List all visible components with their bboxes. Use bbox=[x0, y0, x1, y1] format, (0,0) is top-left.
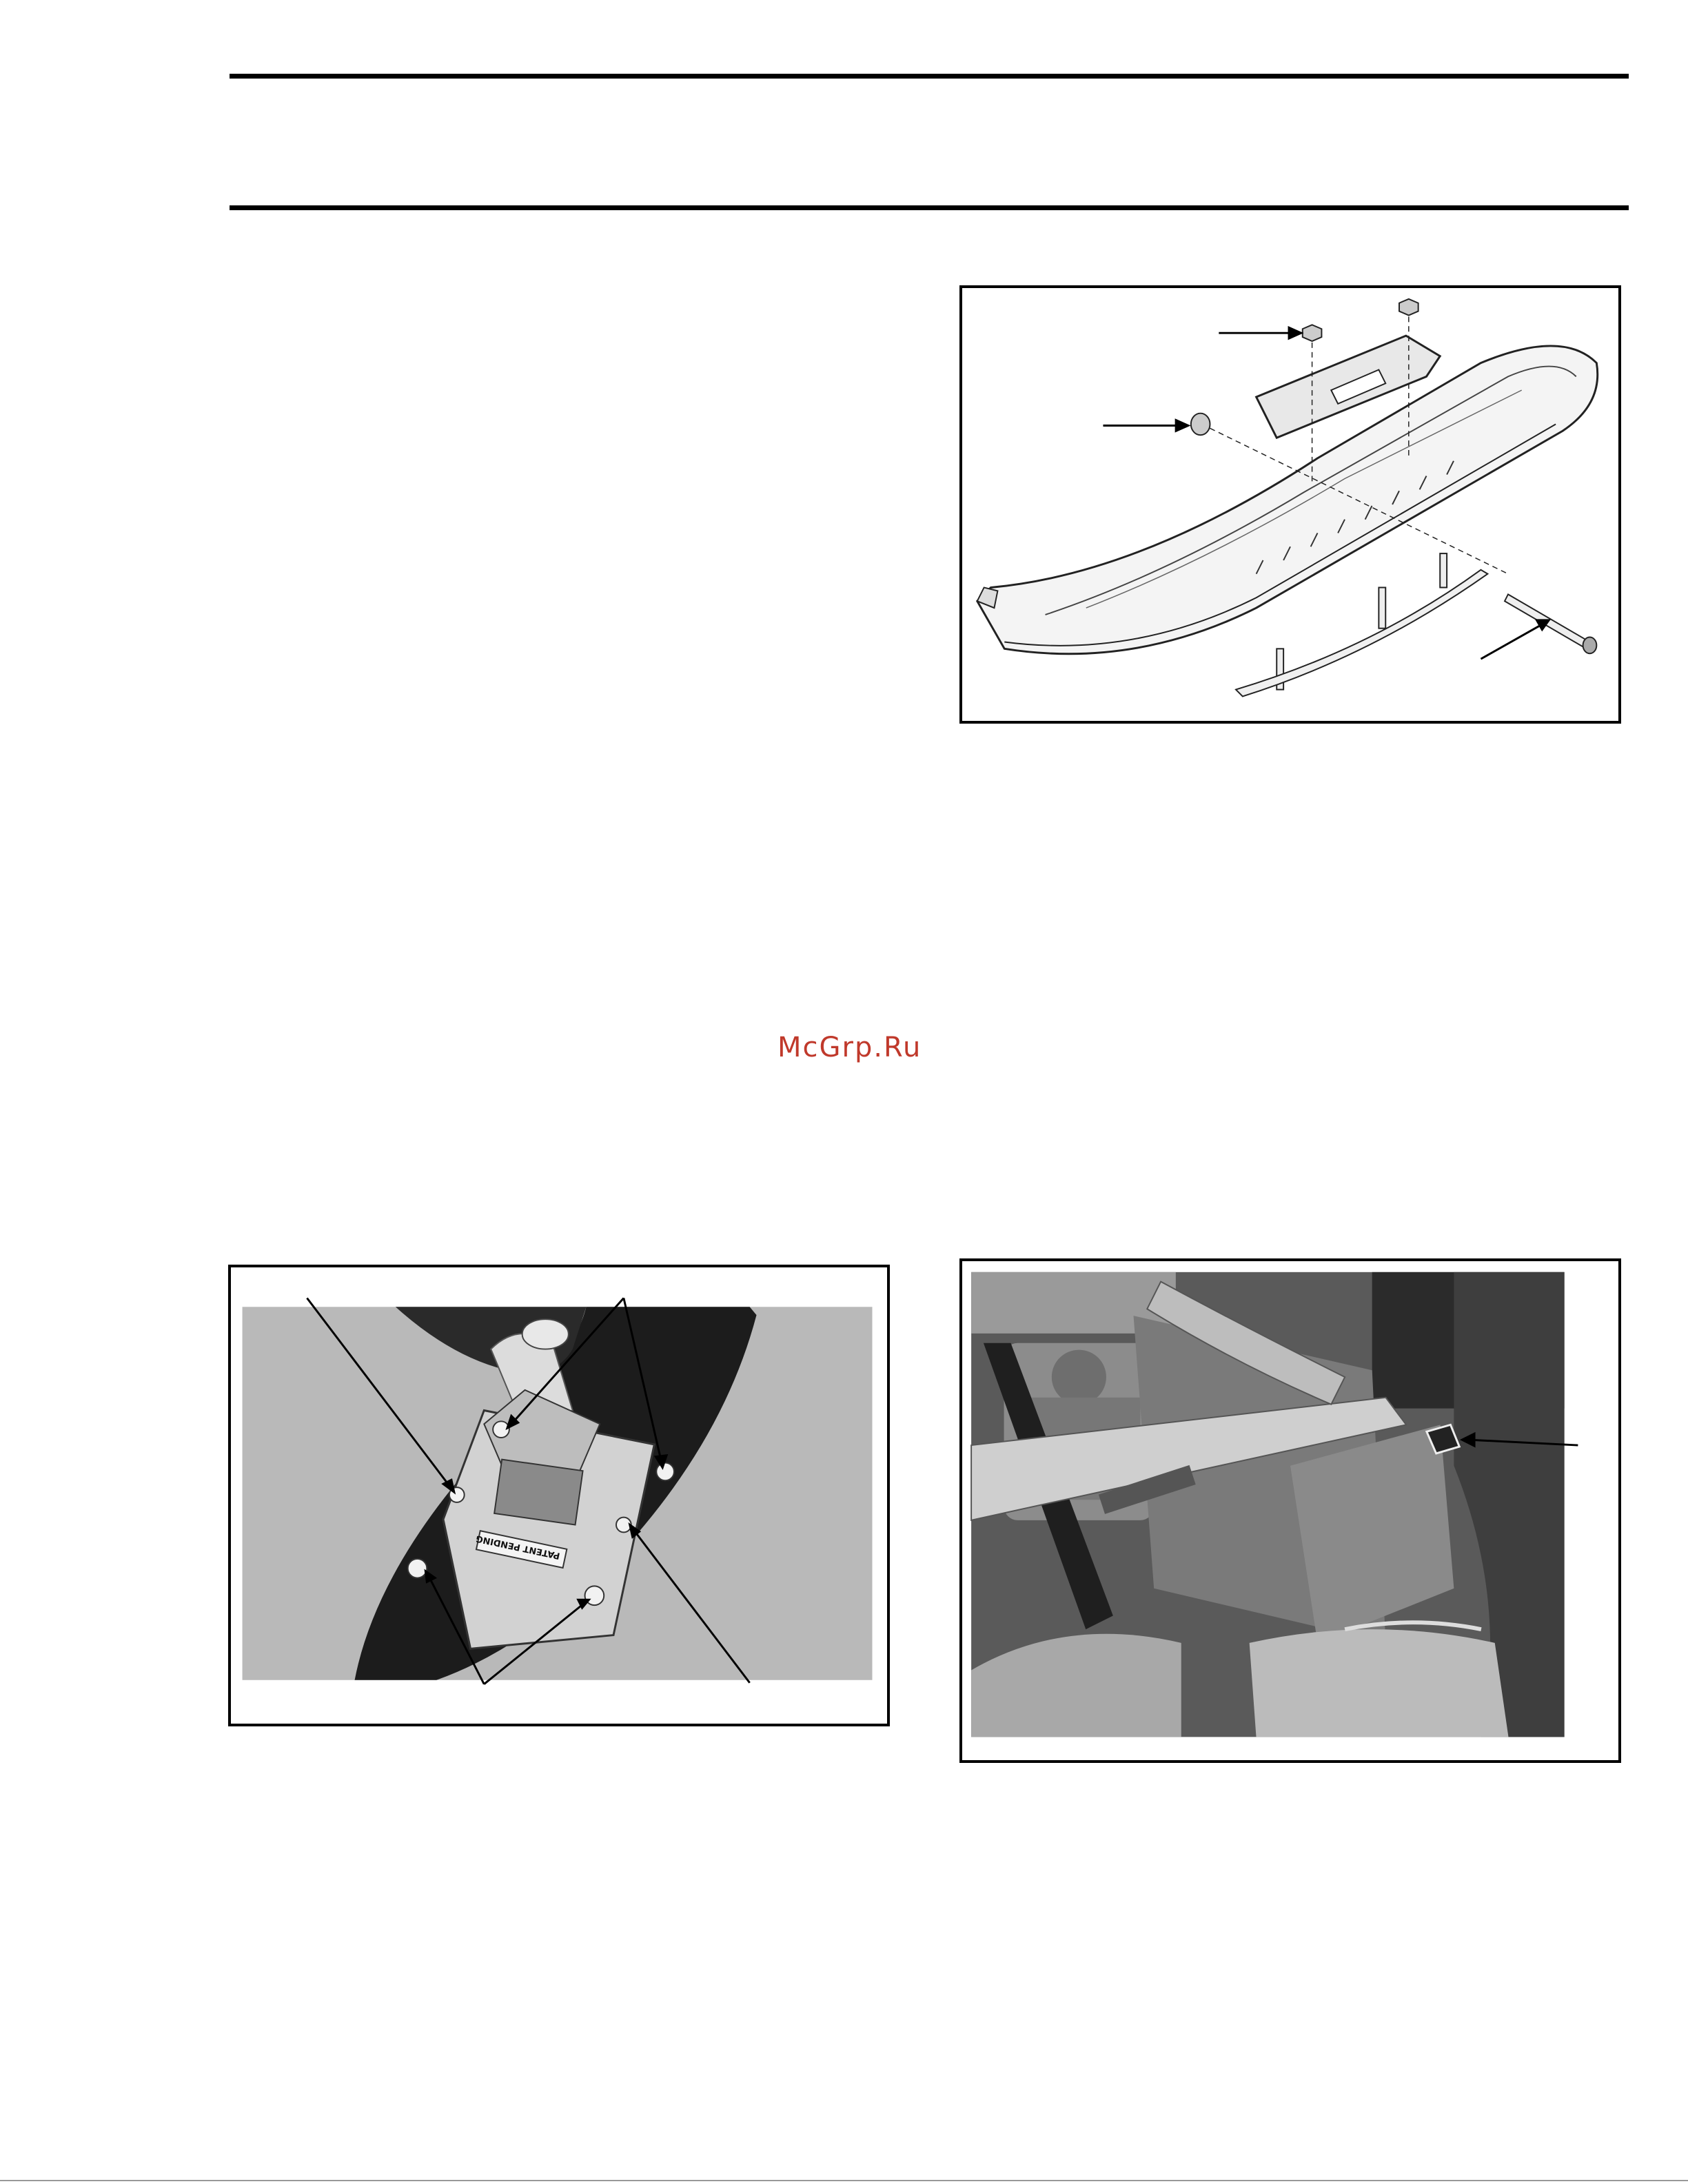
upper-nut-left bbox=[1303, 325, 1322, 341]
engine-bay-photo-svg bbox=[962, 1261, 1618, 1760]
ski-exploded-drawing bbox=[959, 285, 1621, 724]
ski-leg-photo-svg bbox=[231, 1267, 887, 1724]
patent-label: PATENT PENDING bbox=[475, 1533, 561, 1561]
upper-nut-right bbox=[1399, 299, 1418, 316]
ski-leg-photo bbox=[228, 1265, 890, 1726]
engine-bay-photo bbox=[959, 1258, 1621, 1763]
pivot-bolt bbox=[1505, 594, 1596, 653]
header-rule-bottom bbox=[230, 205, 1629, 210]
header-rule-top bbox=[230, 74, 1629, 79]
side-bushing bbox=[1191, 414, 1210, 436]
footer-line bbox=[0, 2180, 1688, 2181]
watermark: McGrp.Ru bbox=[777, 1032, 922, 1063]
ski-drawing-svg bbox=[962, 288, 1618, 721]
